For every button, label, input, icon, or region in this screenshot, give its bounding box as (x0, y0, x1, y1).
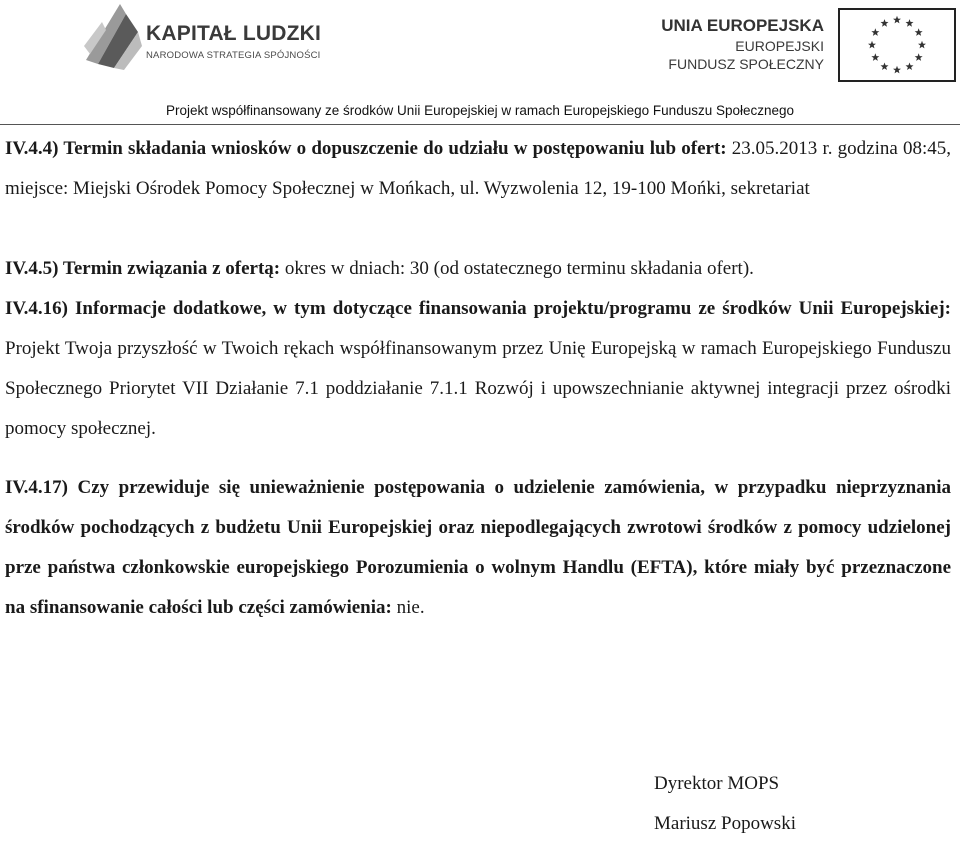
eu-logo-sub1: EUROPEJSKI (735, 38, 824, 54)
section-iv-4-17 (5, 468, 951, 628)
signature-title: Dyrektor MOPS (654, 773, 780, 794)
signature-block (654, 764, 796, 844)
kapital-ludzki-logo-icon (80, 2, 144, 70)
kapital-ludzki-title: KAPITAŁ LUDZKI (146, 22, 322, 45)
eu-flag-icon (838, 8, 956, 82)
section-iv-4-5 (5, 249, 951, 289)
signature-name: Mariusz Popowski (654, 813, 796, 834)
header-divider (0, 124, 960, 125)
page-header (0, 0, 960, 132)
section-iv-4-5-heading: IV.4.5) Termin związania z ofertą: (5, 258, 281, 279)
eu-logo-sub2: FUNDUSZ SPOŁECZNY (668, 56, 824, 72)
section-iv-4-16-text: Projekt Twoja przyszłość w Twoich rękach współfinansowanym przez Unię Europejską w ramach Europejskiego Funduszu Społecznego Priorytet VII Działanie 7.1 poddziałanie 7.1.1 Rozwój i upowszechnianie aktywnej integracji przez ośrodki pomocy społecznej. (5, 338, 951, 439)
section-iv-4-4-heading: IV.4.4) Termin składania wniosków o dopuszczenie do udziału w postępowaniu lub ofert: (5, 138, 727, 159)
section-iv-4-4 (5, 129, 951, 209)
section-iv-4-4-text: 23.05.2013 r. godzina 08:45, miejsce: Miejski Ośrodek Pomocy Społecznej w Mońkach, ul. Wyzwolenia 12, 19-100 Mońki, sekretariat (5, 138, 951, 199)
section-iv-4-16 (5, 289, 951, 449)
section-iv-4-5-text: okres w dniach: 30 (od ostatecznego terminu składania ofert). (280, 258, 754, 279)
section-iv-4-17-heading: IV.4.17) Czy przewiduje się unieważnienie postępowania o udzielenie zamówienia, w przypadku nieprzyznania środków pochodzących z budżetu Unii Europejskiej oraz niepodlegających zwrotowi środków z pomocy udzielonej prze państwa członkowskie europejskiego Porozumienia o wolnym Handlu (EFTA), które miały być przeznaczone na sfinansowanie całości lub części zamówienia: (5, 477, 951, 618)
kapital-ludzki-tagline: NARODOWA STRATEGIA SPÓJNOŚCI (146, 50, 321, 61)
section-iv-4-17-text: nie. (391, 597, 425, 618)
project-funding-line: Projekt współfinansowany ze środków Unii Europejskiej w ramach Europejskiego Funduszu Społecznego (165, 103, 795, 118)
eu-logo-title: UNIA EUROPEJSKA (661, 16, 824, 35)
section-iv-4-16-heading: IV.4.16) Informacje dodatkowe, w tym dotyczące finansowania projektu/programu ze środków Unii Europejskiej: (5, 298, 951, 319)
